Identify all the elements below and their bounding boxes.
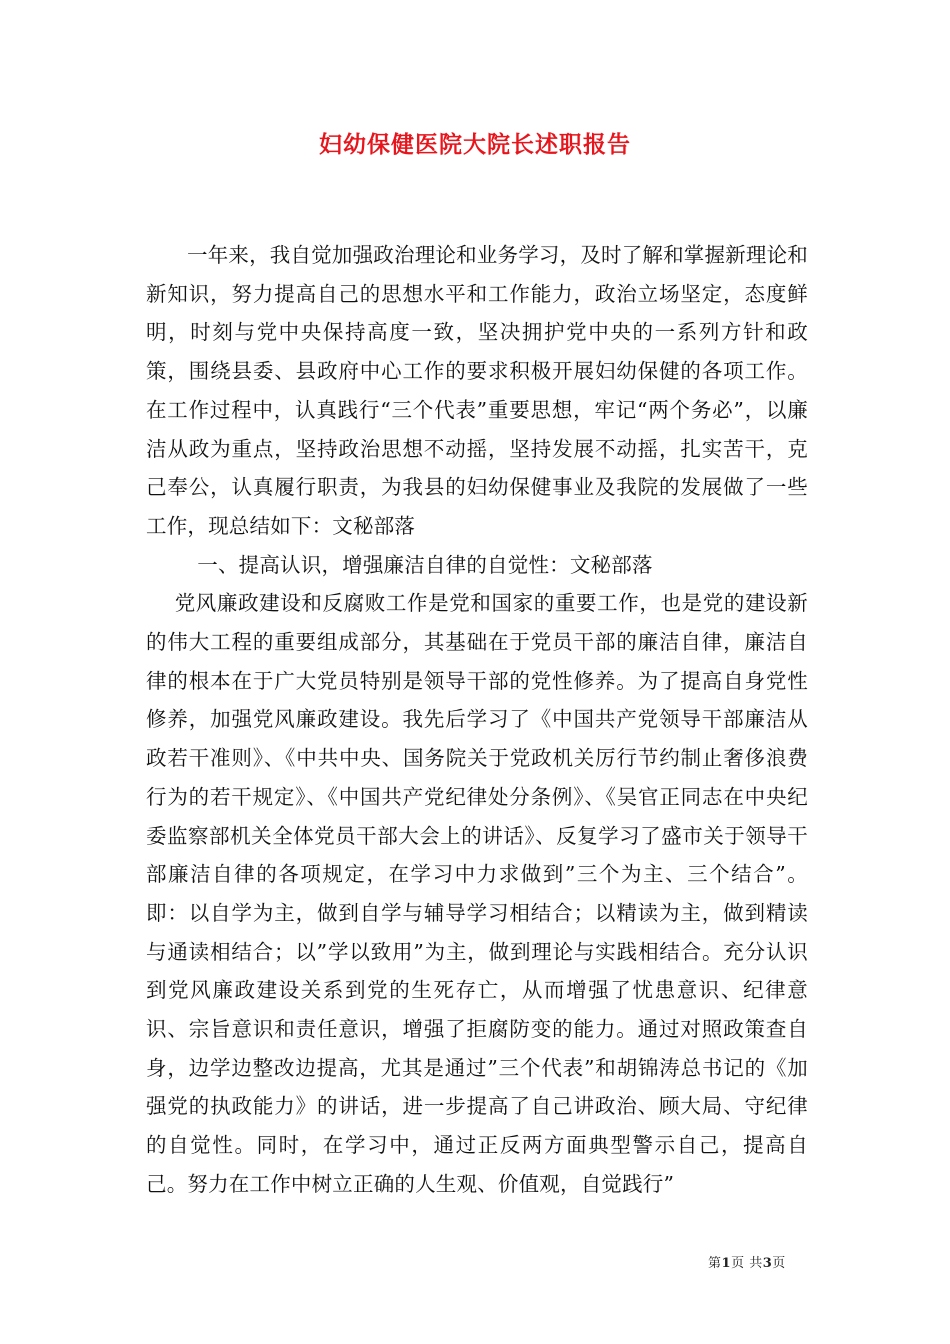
footer-current-page: 1 bbox=[721, 1256, 732, 1271]
document-title: 妇幼保健医院大院长述职报告 bbox=[319, 131, 631, 158]
document-body bbox=[146, 236, 808, 1204]
footer-middle: 页 共 bbox=[731, 1256, 763, 1271]
paragraph-intro: 一年来，我自觉加强政治理论和业务学习，及时了解和掌握新理论和新知识，努力提高自己的思想水平和工作能力，政治立场坚定，态度鲜明，时刻与党中央保持高度一致，坚决拥护党中央的一系列方针和政策，围绕县委、县政府中心工作的要求积极开展妇幼保健的各项工作。在工作过程中，认真践行“三个代表”重要思想，牢记“两个务必”，以廉洁从政为重点，坚持政治思想不动摇，坚持发展不动摇，扎实苦干，克己奉公，认真履行职责，为我县的妇幼保健事业及我院的发展做了一些工作，现总结如下：文秘部落 bbox=[146, 243, 808, 538]
footer-suffix: 页 bbox=[772, 1256, 786, 1271]
paragraph-section-1: 党风廉政建设和反腐败工作是党和国家的重要工作，也是党的建设新的伟大工程的重要组成部分，其基础在于党员干部的廉洁自律，廉洁自律的根本在于广大党员特别是领导干部的党性修养。为了提高自身党性修养，加强党风廉政建设。我先后学习了《中国共产党领导干部廉洁从政若干准则》、《中共中央、国务院关于党政机关厉行节约制止奢侈浪费行为的若干规定》、《中国共产党纪律处分条例》、《吴官正同志在中央纪委监察部机关全体党员干部大会上的讲话》、反复学习了盛市关于领导干部廉洁自律的各项规定，在学习中力求做到”三个为主、三个结合”。即：以自学为主，做到自学与辅导学习相结合；以精读为主，做到精读与通读相结合；以”学以致用”为主，做到理论与实践相结合。充分认识到党风廉政建设关系到党的生死存亡，从而增强了忧患意识、纪律意识、宗旨意识和责任意识，增强了拒腐防变的能力。通过对照政策查自身，边学边整改边提高，尤其是通过”三个代表”和胡锦涛总书记的《加强党的执政能力》的讲话，进一步提高了自己讲政治、顾大局、守纪律的自觉性。同时，在学习中，通过正反两方面典型警示自己，提高自己。努力在工作中树立正确的人生观、价值观，自觉践行” bbox=[146, 591, 808, 1196]
page-number-footer bbox=[708, 1252, 786, 1271]
section-heading-1: 一、提高认识，增强廉洁自律的自觉性：文秘部落 bbox=[197, 552, 653, 577]
footer-total-pages: 3 bbox=[762, 1256, 773, 1271]
footer-prefix: 第 bbox=[708, 1256, 722, 1271]
